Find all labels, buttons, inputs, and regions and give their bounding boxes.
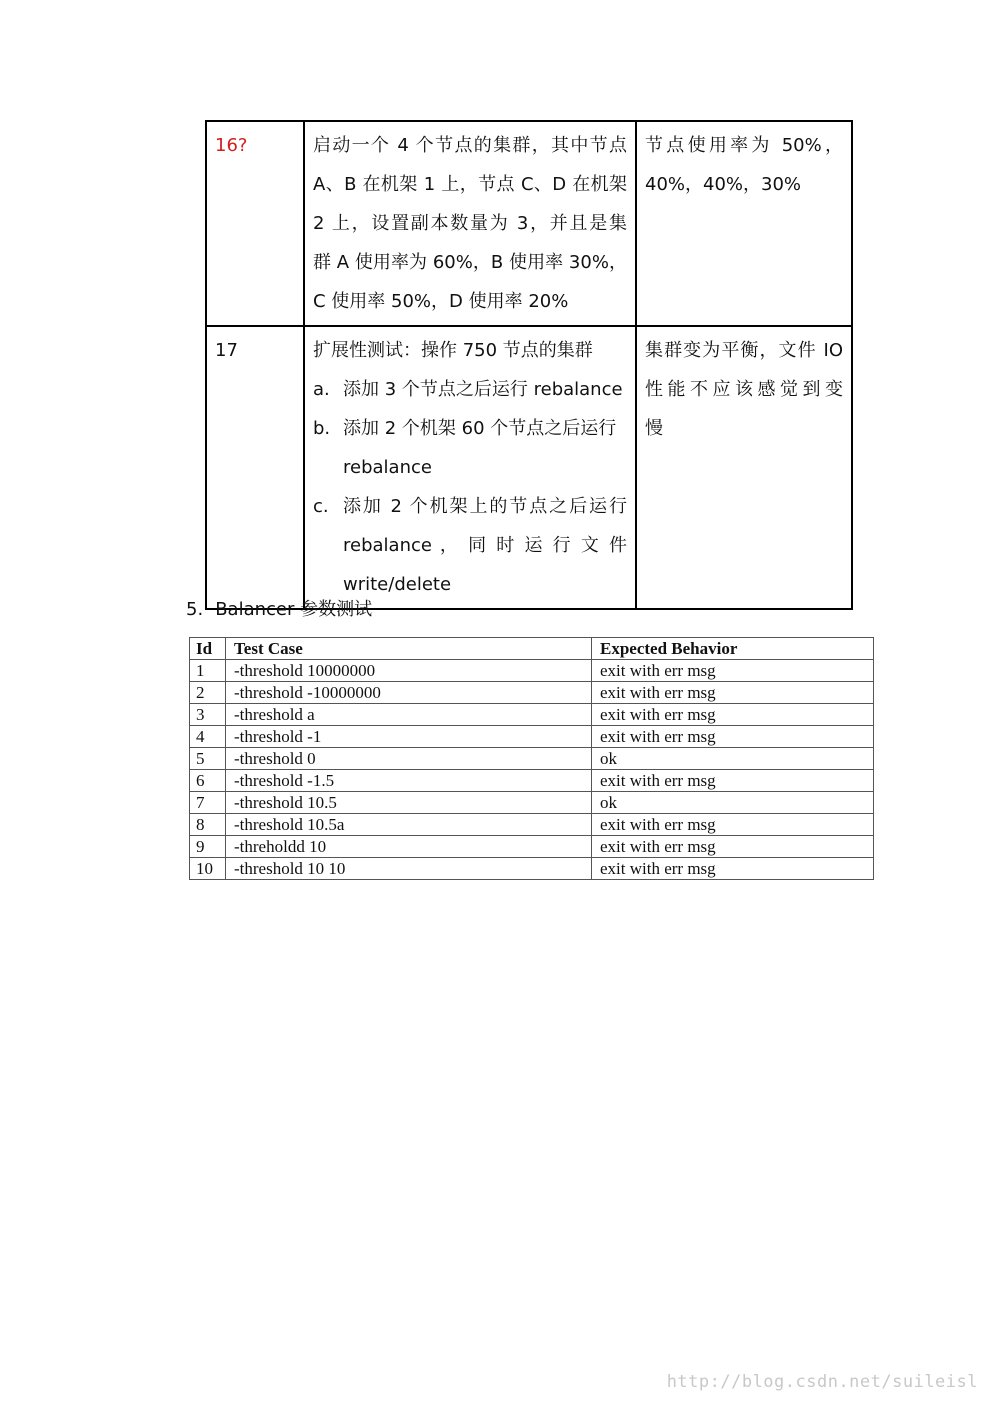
id-cell: 5 xyxy=(190,748,226,770)
id-cell: 6 xyxy=(190,770,226,792)
test-case-cell: -threshold 10.5 xyxy=(226,792,592,814)
text-line: 2 上，设置副本数量为 3，并且是集 xyxy=(313,213,627,234)
expected-cell: exit with err msg xyxy=(592,770,874,792)
text-line: 40%，40%，30% xyxy=(645,174,802,195)
expected-cell: exit with err msg xyxy=(592,814,874,836)
text-line: rebalance ， 同 时 运 行 文 件 xyxy=(343,535,627,556)
list-marker: a. xyxy=(313,379,330,400)
test-case-cell: -threshold -1 xyxy=(226,726,592,748)
id-cell: 10 xyxy=(190,858,226,880)
table-row xyxy=(190,836,874,858)
expected-cell: exit with err msg xyxy=(592,726,874,748)
text-line: 节点使用率为 50%， xyxy=(645,135,843,156)
id-cell: 1 xyxy=(190,660,226,682)
table-row xyxy=(190,858,874,880)
test-case-cell: -threshold -10000000 xyxy=(226,682,592,704)
row-id: 17 xyxy=(215,340,238,361)
text-line: 慢 xyxy=(645,418,663,439)
list-item xyxy=(313,487,627,604)
test-case-cell: -threshold a xyxy=(226,704,592,726)
id-cell: 2 xyxy=(190,682,226,704)
step-list xyxy=(313,370,627,604)
text-line: 群 A 使用率为 60%，B 使用率 30%， xyxy=(313,252,627,273)
column-header-expected-behavior: Expected Behavior xyxy=(592,638,874,660)
text-line: rebalance xyxy=(343,457,432,478)
expected-cell: exit with err msg xyxy=(592,660,874,682)
section-heading xyxy=(186,596,372,624)
id-cell: 4 xyxy=(190,726,226,748)
row-id-cell xyxy=(206,326,304,609)
row-id-cell xyxy=(206,121,304,326)
text-line: 添加 3 个节点之后运行 rebalance xyxy=(343,379,623,400)
expected-cell: exit with err msg xyxy=(592,704,874,726)
table-row xyxy=(206,326,852,609)
row-id: 16? xyxy=(215,135,248,156)
expected-result-cell xyxy=(636,326,852,609)
table-row xyxy=(190,770,874,792)
test-description-cell xyxy=(304,326,636,609)
test-case-cell: -threshold -1.5 xyxy=(226,770,592,792)
test-case-cell: -threshold 10.5a xyxy=(226,814,592,836)
table-row xyxy=(190,726,874,748)
table-row xyxy=(206,121,852,326)
test-case-cell: -threshold 10 10 xyxy=(226,858,592,880)
list-item xyxy=(313,409,627,487)
text-line: 集群变为平衡，文件 IO xyxy=(645,340,843,361)
id-cell: 7 xyxy=(190,792,226,814)
list-marker: b. xyxy=(313,418,331,439)
expected-cell: exit with err msg xyxy=(592,858,874,880)
test-cases-table xyxy=(205,120,853,610)
test-case-cell: -threholdd 10 xyxy=(226,836,592,858)
table-row xyxy=(190,748,874,770)
header-row xyxy=(190,638,874,660)
expected-cell: ok xyxy=(592,748,874,770)
table-row xyxy=(190,704,874,726)
text-line: 性能不应该感觉到变 xyxy=(645,379,843,400)
text-line: 添加 2 个机架 60 个节点之后运行 xyxy=(343,418,617,439)
text-line: 启动一个 4 个节点的集群，其中节点 xyxy=(313,135,627,156)
text-line: A、B 在机架 1 上，节点 C、D 在机架 xyxy=(313,174,627,195)
expected-cell: exit with err msg xyxy=(592,682,874,704)
section-title: Balancer 参数测试 xyxy=(215,599,373,620)
test-description-cell xyxy=(304,121,636,326)
text-line: 扩展性测试：操作 750 节点的集群 xyxy=(313,340,593,361)
expected-cell: ok xyxy=(592,792,874,814)
section-number: 5. xyxy=(186,599,204,620)
column-header-id: Id xyxy=(190,638,226,660)
test-case-cell: -threshold 0 xyxy=(226,748,592,770)
balancer-parameter-table xyxy=(189,637,874,880)
id-cell: 9 xyxy=(190,836,226,858)
column-header-test-case: Test Case xyxy=(226,638,592,660)
list-marker: c. xyxy=(313,496,329,517)
list-item xyxy=(313,370,627,409)
table-row xyxy=(190,814,874,836)
test-case-cell: -threshold 10000000 xyxy=(226,660,592,682)
watermark: http://blog.csdn.net/suileisl xyxy=(666,1372,978,1392)
expected-result-cell xyxy=(636,121,852,326)
text-line: 添加 2 个机架上的节点之后运行 xyxy=(343,496,627,517)
expected-cell: exit with err msg xyxy=(592,836,874,858)
table-row xyxy=(190,682,874,704)
text-line: write/delete xyxy=(343,574,452,595)
table-row xyxy=(190,792,874,814)
id-cell: 8 xyxy=(190,814,226,836)
id-cell: 3 xyxy=(190,704,226,726)
text-line: C 使用率 50%，D 使用率 20% xyxy=(313,291,569,312)
table-row xyxy=(190,660,874,682)
